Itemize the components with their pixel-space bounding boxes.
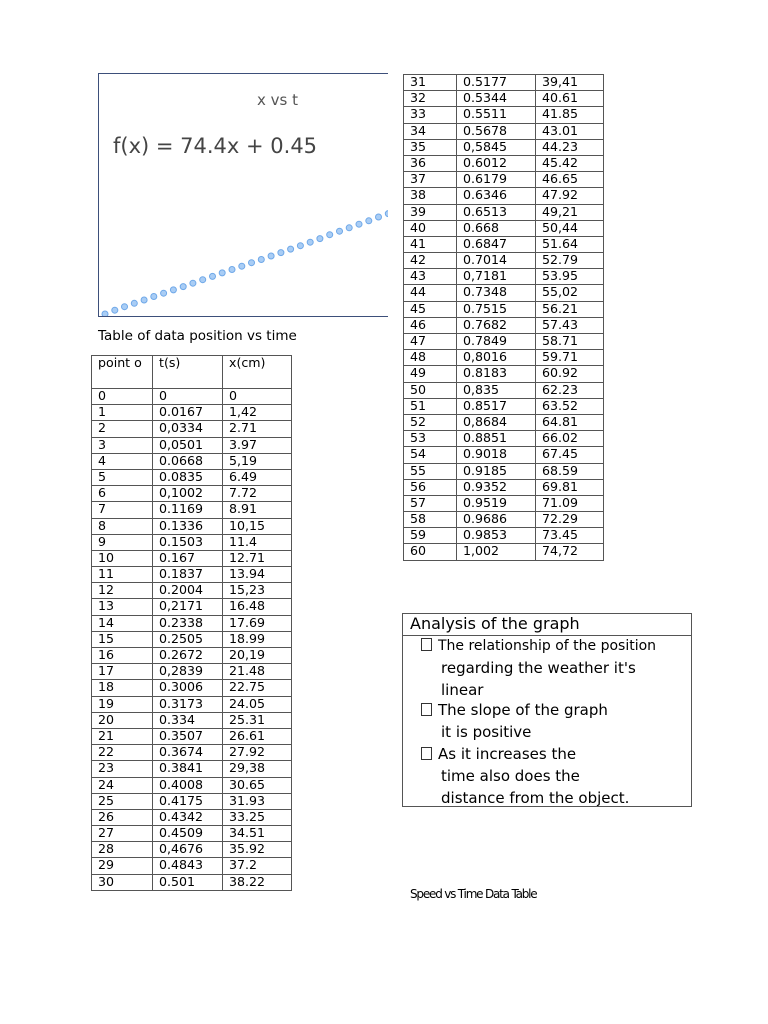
table-cell: 0,4676 [153,842,223,858]
table-cell: 0,8684 [457,414,536,430]
data-point [131,300,137,306]
table-cell: 0.7849 [457,334,536,350]
table-cell: 30 [92,874,153,890]
table-cell: 0.3674 [153,745,223,761]
table-row [404,188,604,204]
table-cell: 0.4843 [153,858,223,874]
data-point [210,273,216,279]
table-cell: 2 [92,421,153,437]
table-cell: 0.167 [153,550,223,566]
table-row [92,389,292,405]
table-cell: 0 [92,389,153,405]
table-cell: 69.81 [536,479,604,495]
data-point [376,214,382,220]
table-cell: 0.1503 [153,534,223,550]
table-cell: 3 [92,437,153,453]
table-row [92,453,292,469]
table-cell: 38 [404,188,457,204]
table-cell: 0.4175 [153,793,223,809]
analysis-bullet-3: As it increases the [421,743,576,765]
table-cell: 0.1169 [153,502,223,518]
table-row [404,414,604,430]
table-row [92,680,292,696]
table-cell: 13.94 [223,567,292,583]
table-cell: 0,835 [457,382,536,398]
table-cell: 0.9853 [457,528,536,544]
table-cell: 0.4008 [153,777,223,793]
table-row [92,405,292,421]
table-cell: 74,72 [536,544,604,560]
bullet-box-icon [421,703,432,716]
table-cell: 55,02 [536,285,604,301]
table-cell: 6 [92,486,153,502]
table-cell: 49 [404,366,457,382]
table-cell: 17 [92,664,153,680]
table-cell: 0.2505 [153,631,223,647]
table-row [92,567,292,583]
table-cell: 29 [92,858,153,874]
table-cell: 46 [404,317,457,333]
table-row [404,155,604,171]
table-row [92,826,292,842]
table-cell: 44.23 [536,139,604,155]
table-row [404,285,604,301]
table-cell: 29,38 [223,761,292,777]
table-cell: 42 [404,253,457,269]
table-cell: 1 [92,405,153,421]
table-cell: 26 [92,809,153,825]
table-cell: 58 [404,512,457,528]
table-cell: 0,0501 [153,437,223,453]
data-point [102,311,108,317]
table-cell: 52.79 [536,253,604,269]
table-row [404,463,604,479]
table-row [92,728,292,744]
data-point [249,260,255,266]
table-cell: 7 [92,502,153,518]
data-point [337,228,343,234]
table-cell: 5 [92,469,153,485]
analysis-line: it is positive [441,723,532,741]
table-cell: 23 [92,761,153,777]
table-cell: 11 [92,567,153,583]
table-cell: 36 [404,155,457,171]
table-cell: 0.2004 [153,583,223,599]
table-cell: 0,2839 [153,664,223,680]
table-cell: 0.4509 [153,826,223,842]
table-caption: Table of data position vs time [98,328,297,344]
table-cell: 0.501 [153,874,223,890]
table-cell: 0.0167 [153,405,223,421]
bullet-box-icon [421,747,432,760]
table-cell: 39,41 [536,75,604,91]
table-header-row [92,356,292,389]
table-cell: 20,19 [223,648,292,664]
table-cell: 0.9519 [457,495,536,511]
table-cell: 28 [92,842,153,858]
table-row [404,253,604,269]
table-cell: 0.3006 [153,680,223,696]
table-cell: 41.85 [536,107,604,123]
data-point [288,246,294,252]
table-cell: 12 [92,583,153,599]
table-cell: 16 [92,648,153,664]
table-row [92,664,292,680]
table-cell: 0.4342 [153,809,223,825]
table-cell: 3.97 [223,437,292,453]
table-row [404,528,604,544]
table-cell: 33 [404,107,457,123]
table-cell: 0.7348 [457,285,536,301]
table-cell: 41 [404,236,457,252]
table-row [92,858,292,874]
table-cell: 0 [223,389,292,405]
data-point [170,287,176,293]
table-cell: 8 [92,518,153,534]
table-row [92,534,292,550]
table-cell: 1,42 [223,405,292,421]
table-cell: 0.2672 [153,648,223,664]
table-cell: 31 [404,75,457,91]
table-cell: 53.95 [536,269,604,285]
table-cell: 27.92 [223,745,292,761]
table-cell: 0.8851 [457,431,536,447]
data-point [122,304,128,310]
table-cell: 6.49 [223,469,292,485]
table-cell: 0,0334 [153,421,223,437]
table-cell: 45.42 [536,155,604,171]
table-row [92,615,292,631]
table-cell: 0.5344 [457,91,536,107]
table-cell: 60.92 [536,366,604,382]
table-cell: 71.09 [536,495,604,511]
table-header-cell: t(s) [153,356,223,389]
table-cell: 47.92 [536,188,604,204]
table-cell: 19 [92,696,153,712]
table-cell: 44 [404,285,457,301]
table-cell: 45 [404,301,457,317]
table-row [92,793,292,809]
table-cell: 0.6346 [457,188,536,204]
table-cell: 0.1336 [153,518,223,534]
chart-equation: f(x) = 74.4x + 0.45 [113,134,318,158]
table-cell: 26.61 [223,728,292,744]
table-cell: 37.2 [223,858,292,874]
table-cell: 55 [404,463,457,479]
table-row [92,437,292,453]
table-cell: 0.3173 [153,696,223,712]
table-cell: 10 [92,550,153,566]
table-cell: 57.43 [536,317,604,333]
table-cell: 0.7682 [457,317,536,333]
table-cell: 5,19 [223,453,292,469]
table-row [404,204,604,220]
table-cell: 25 [92,793,153,809]
table-cell: 62.23 [536,382,604,398]
table-row [404,123,604,139]
table-cell: 33.25 [223,809,292,825]
table-cell: 40 [404,220,457,236]
chart [98,73,388,317]
analysis-line: distance from the object. [441,789,630,807]
table-row [92,631,292,647]
table-cell: 46.65 [536,172,604,188]
data-point [161,290,167,296]
data-point [356,221,362,227]
table-row [404,431,604,447]
table-cell: 35.92 [223,842,292,858]
table-cell: 21.48 [223,664,292,680]
table-cell: 73.45 [536,528,604,544]
table-cell: 0.2338 [153,615,223,631]
data-point [112,307,118,313]
table-row [404,544,604,560]
table-row [92,874,292,890]
table-cell: 4 [92,453,153,469]
table-cell: 0.7515 [457,301,536,317]
table-row [92,518,292,534]
table-cell: 9 [92,534,153,550]
data-point [258,257,264,263]
table-cell: 20 [92,712,153,728]
data-point [268,253,274,259]
table-row [92,809,292,825]
table-cell: 64.81 [536,414,604,430]
analysis-line: regarding the weather it's [441,659,636,677]
table-row [404,172,604,188]
table-cell: 1,002 [457,544,536,560]
table-cell: 0.6847 [457,236,536,252]
table-row [404,236,604,252]
table-row [404,269,604,285]
table-cell: 60 [404,544,457,560]
table-cell: 0 [153,389,223,405]
table-row [404,75,604,91]
table-cell: 31.93 [223,793,292,809]
table-cell: 0,2171 [153,599,223,615]
table-cell: 59.71 [536,350,604,366]
analysis-bullet-2: The slope of the graph [421,699,608,721]
table-cell: 7.72 [223,486,292,502]
table-row [92,550,292,566]
table-cell: 27 [92,826,153,842]
table-cell: 0.6179 [457,172,536,188]
table-cell: 0,8016 [457,350,536,366]
table-row [92,583,292,599]
table-cell: 0.0668 [153,453,223,469]
table-row [92,469,292,485]
table-cell: 57 [404,495,457,511]
table-cell: 34.51 [223,826,292,842]
table-cell: 43 [404,269,457,285]
data-point [278,250,284,256]
table-cell: 2.71 [223,421,292,437]
table-cell: 67.45 [536,447,604,463]
table-cell: 51.64 [536,236,604,252]
table-cell: 30.65 [223,777,292,793]
table-cell: 15,23 [223,583,292,599]
table-cell: 0.334 [153,712,223,728]
data-point [141,297,147,303]
table-row [404,382,604,398]
table-row [404,512,604,528]
table-cell: 12.71 [223,550,292,566]
table-row [404,495,604,511]
analysis-box [402,613,692,807]
table-cell: 11.4 [223,534,292,550]
table-row [404,334,604,350]
table-cell: 68.59 [536,463,604,479]
table-cell: 37 [404,172,457,188]
table-row [404,107,604,123]
table-cell: 39 [404,204,457,220]
data-point [366,218,372,224]
table-cell: 14 [92,615,153,631]
table-cell: 54 [404,447,457,463]
footer-caption: Speed vs Time Data Table [410,887,537,901]
table-header-cell: point o [92,356,153,389]
table-cell: 49,21 [536,204,604,220]
table-cell: 13 [92,599,153,615]
table-cell: 0.8517 [457,398,536,414]
analysis-title: Analysis of the graph [410,614,580,633]
table-cell: 16.48 [223,599,292,615]
table-cell: 22.75 [223,680,292,696]
table-row [404,91,604,107]
table-row [92,502,292,518]
table-cell: 0.8183 [457,366,536,382]
table-cell: 0,7181 [457,269,536,285]
data-point [297,243,303,249]
table-row [404,139,604,155]
analysis-line: time also does the [441,767,580,785]
table-cell: 24 [92,777,153,793]
table-cell: 56 [404,479,457,495]
table-cell: 17.69 [223,615,292,631]
table-cell: 40.61 [536,91,604,107]
data-table-left [91,355,292,891]
table-cell: 51 [404,398,457,414]
data-point [307,239,313,245]
table-cell: 48 [404,350,457,366]
table-cell: 47 [404,334,457,350]
table-cell: 35 [404,139,457,155]
table-cell: 53 [404,431,457,447]
table-row [404,447,604,463]
table-cell: 24.05 [223,696,292,712]
data-point [239,263,245,269]
data-point [219,270,225,276]
table-cell: 58.71 [536,334,604,350]
table-row [404,220,604,236]
table-cell: 0.5177 [457,75,536,91]
analysis-bullet-1: The relationship of the position [421,635,656,657]
table-cell: 15 [92,631,153,647]
table-header-cell: x(cm) [223,356,292,389]
table-cell: 18 [92,680,153,696]
table-cell: 0.668 [457,220,536,236]
data-point [317,236,323,242]
table-row [92,421,292,437]
table-cell: 0.9185 [457,463,536,479]
table-cell: 59 [404,528,457,544]
table-row [92,745,292,761]
table-cell: 52 [404,414,457,430]
table-cell: 38.22 [223,874,292,890]
table-cell: 50,44 [536,220,604,236]
table-cell: 32 [404,91,457,107]
data-point [346,225,352,231]
table-cell: 0.9686 [457,512,536,528]
table-cell: 0,1002 [153,486,223,502]
data-point [180,284,186,290]
table-cell: 8.91 [223,502,292,518]
table-cell: 0.3841 [153,761,223,777]
table-row [404,317,604,333]
table-row [92,648,292,664]
table-cell: 50 [404,382,457,398]
data-table-right [403,74,604,561]
table-cell: 0.6513 [457,204,536,220]
table-cell: 0.3507 [153,728,223,744]
analysis-line: linear [441,681,484,699]
table-row [404,301,604,317]
table-row [92,712,292,728]
data-point [200,277,206,283]
table-cell: 21 [92,728,153,744]
table-cell: 25.31 [223,712,292,728]
table-row [404,479,604,495]
table-cell: 0.5678 [457,123,536,139]
table-row [404,366,604,382]
table-cell: 22 [92,745,153,761]
table-cell: 10,15 [223,518,292,534]
chart-plot [99,74,388,317]
table-cell: 18.99 [223,631,292,647]
table-row [92,486,292,502]
bullet-box-icon [421,638,432,651]
table-cell: 0.9018 [457,447,536,463]
data-point [151,294,157,300]
table-row [92,761,292,777]
table-cell: 0.7014 [457,253,536,269]
table-cell: 63.52 [536,398,604,414]
data-point [385,211,388,217]
table-row [92,696,292,712]
table-cell: 0,5845 [457,139,536,155]
table-cell: 43.01 [536,123,604,139]
table-cell: 0.5511 [457,107,536,123]
data-point [327,232,333,238]
table-cell: 72.29 [536,512,604,528]
table-cell: 56.21 [536,301,604,317]
data-point [229,267,235,273]
table-cell: 0.6012 [457,155,536,171]
table-row [92,599,292,615]
table-cell: 0.1837 [153,567,223,583]
table-row [404,350,604,366]
table-cell: 34 [404,123,457,139]
table-row [92,842,292,858]
table-cell: 0.9352 [457,479,536,495]
table-cell: 0.0835 [153,469,223,485]
table-row [404,398,604,414]
data-point [190,280,196,286]
chart-title: x vs t [257,91,298,109]
table-row [92,777,292,793]
table-cell: 66.02 [536,431,604,447]
